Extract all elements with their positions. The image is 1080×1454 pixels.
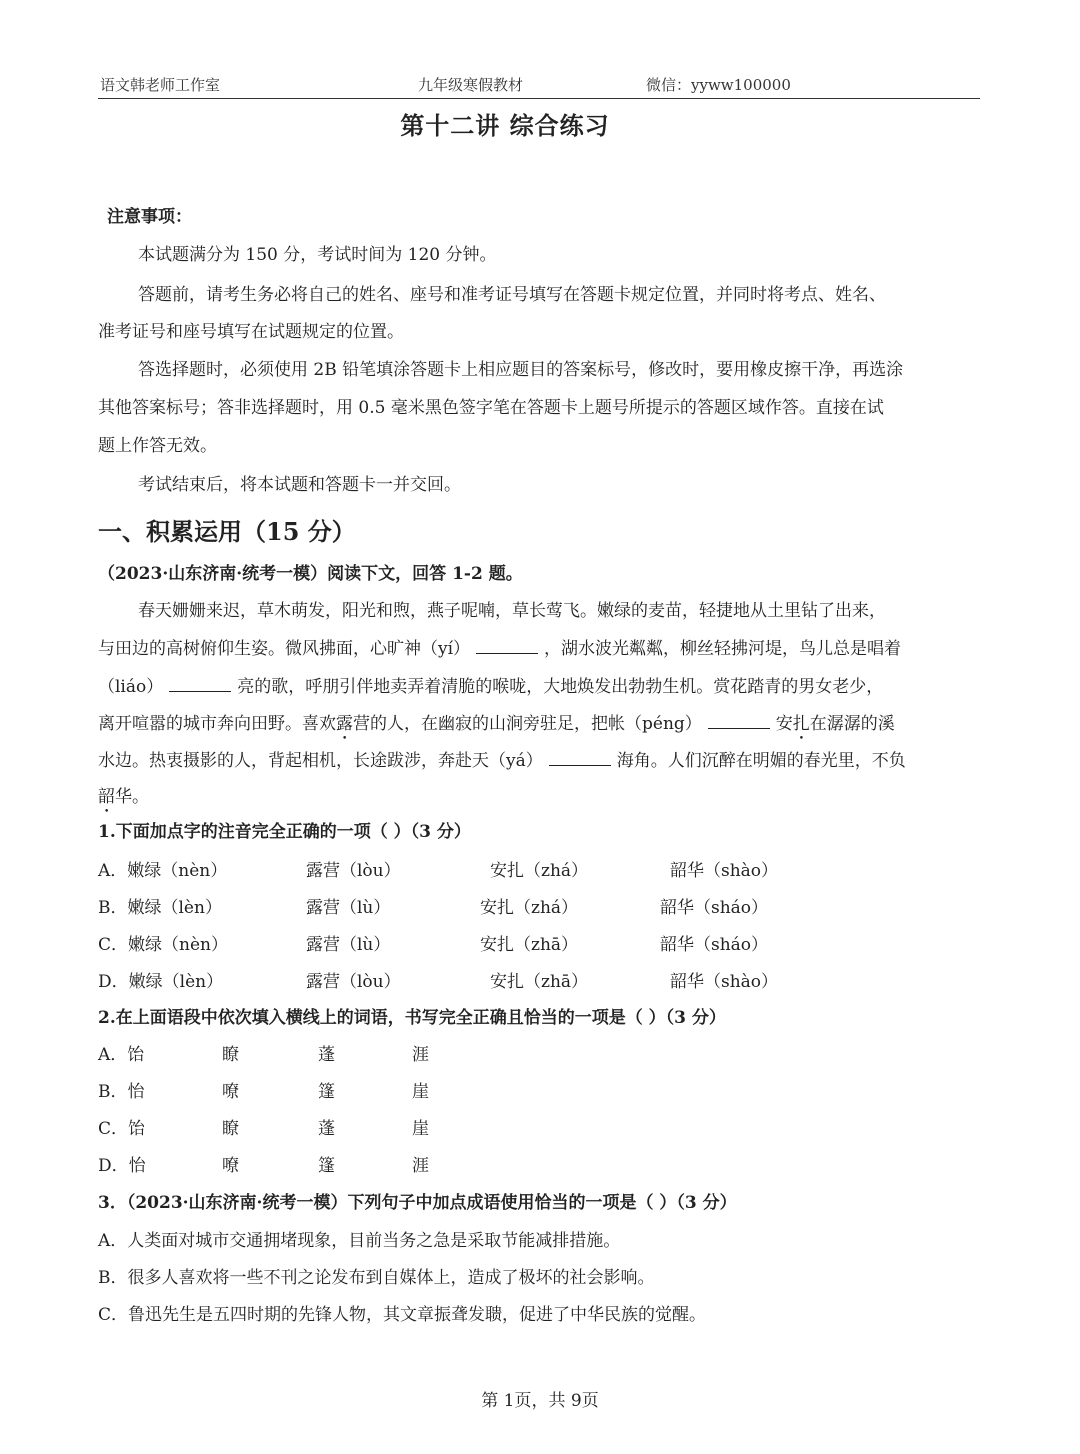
passage-text: 营的人，在幽寂的山涧旁驻足，把帐（péng）: [353, 714, 702, 734]
q1-option-a-1: A．嫩绿（nèn）: [98, 861, 228, 881]
q2-option-d-2: 嘹: [222, 1156, 239, 1176]
q2-option-c-1: C．饴: [98, 1119, 146, 1139]
question-1-stem: 1.下面加点字的注音完全正确的一项（ ）（3 分）: [98, 822, 471, 842]
question-2-stem: 2.在上面语段中依次填入横线上的词语，书写完全正确且恰当的一项是（ ）（3 分）: [98, 1008, 726, 1028]
passage-line: [98, 712, 895, 744]
q1-option-d-4: 韶华（shào）: [670, 972, 779, 992]
q3-option-a: A．人类面对城市交通拥堵现象，目前当务之急是采取节能减排措施。: [98, 1231, 621, 1251]
notice-line: 考试结束后，将本试题和答题卡一并交回。: [138, 475, 461, 495]
notice-line: 题上作答无效。: [98, 436, 217, 456]
passage-text: 华。: [115, 787, 149, 807]
q1-option-b-1: B．嫩绿（lèn）: [98, 898, 222, 918]
passage-text: 海角。人们沉醉在明媚的春光里，不负: [616, 751, 906, 771]
header-material: 九年级寒假教材: [418, 76, 524, 94]
q1-option-b-4: 韶华（sháo）: [660, 898, 769, 918]
notice-line: 准考证号和座号填写在试题规定的位置。: [98, 322, 404, 342]
page-header: [98, 72, 980, 99]
fill-blank: [169, 675, 231, 692]
q2-option-a-4: 涯: [412, 1045, 429, 1065]
q3-option-b: B．很多人喜欢将一些不刊之论发布到自媒体上，造成了极坏的社会影响。: [98, 1268, 655, 1288]
q1-option-c-4: 韶华（sháo）: [660, 935, 769, 955]
q1-option-c-2: 露营（lù）: [306, 935, 391, 955]
q1-option-c-3: 安扎（zhā）: [480, 935, 579, 955]
section-heading: 一、积累运用（15 分）: [98, 517, 356, 546]
q2-option-a-3: 蓬: [318, 1045, 335, 1065]
q2-option-d-4: 涯: [412, 1156, 429, 1176]
q1-option-b-3: 安扎（zhá）: [480, 898, 579, 918]
q2-option-c-3: 蓬: [318, 1119, 335, 1139]
passage-text: （liáo）: [98, 677, 164, 697]
passage-text: 离开喧嚣的城市奔向田野。喜欢: [98, 714, 336, 734]
q2-option-d-3: 篷: [318, 1156, 335, 1176]
q1-option-a-2: 露营（lòu）: [306, 861, 401, 881]
notice-line: 本试题满分为 150 分，考试时间为 120 分钟。: [138, 245, 497, 265]
page-footer: 第 1页，共 9页: [481, 1391, 599, 1411]
passage-line: [98, 749, 906, 772]
q2-option-b-2: 嘹: [222, 1082, 239, 1102]
dotted-char: 韶: [98, 787, 115, 807]
q1-option-d-3: 安扎（zhā）: [490, 972, 589, 992]
fill-blank: [549, 749, 611, 766]
passage-text: ，湖水波光粼粼，柳丝轻拂河堤，鸟儿总是唱着: [544, 639, 902, 659]
q1-option-b-2: 露营（lù）: [306, 898, 391, 918]
q1-option-a-3: 安扎（zhá）: [490, 861, 589, 881]
fill-blank: [476, 637, 538, 654]
header-studio: 语文韩老师工作室: [100, 76, 221, 94]
question-3-stem: 3．（2023·山东济南·统考一模）下列句子中加点成语使用恰当的一项是（ ）（3 分）: [98, 1193, 737, 1213]
q2-option-a-2: 瞭: [222, 1045, 239, 1065]
passage-line: [98, 637, 901, 660]
passage-line: 春天姗姗来迟，草木萌发，阳光和煦，燕子呢喃，草长莺飞。嫩绿的麦苗，轻捷地从土里钻了出来，: [138, 601, 886, 621]
q2-option-d-1: D．怡: [98, 1156, 146, 1176]
passage-text: 水边。热衷摄影的人，背起相机，长途跋涉，奔赴天（yá）: [98, 751, 543, 771]
q3-option-c: C．鲁迅先生是五四时期的先锋人物，其文章振聋发聩，促进了中华民族的觉醒。: [98, 1305, 707, 1325]
passage-source: （2023·山东济南·统考一模）阅读下文，回答 1-2 题。: [98, 564, 523, 584]
passage-line: [98, 675, 883, 698]
header-wechat: 微信：yyww100000: [646, 76, 791, 94]
notice-heading: 注意事项：: [107, 207, 192, 227]
q2-option-a-1: A．饴: [98, 1045, 145, 1065]
notice-line: 其他答案标号；答非选择题时，用 0.5 毫米黑色签字笔在答题卡上题号所提示的答题区域作答。直接在试: [98, 398, 884, 418]
passage-text: 在潺潺的溪: [809, 714, 895, 734]
q1-option-d-2: 露营（lòu）: [306, 972, 401, 992]
page-title: 第十二讲 综合练习: [400, 111, 610, 140]
passage-line: [98, 786, 149, 817]
q1-option-c-1: C．嫩绿（nèn）: [98, 935, 228, 955]
notice-line: 答题前，请考生务必将自己的姓名、座号和准考证号填写在答题卡规定位置，并同时将考点、姓名、: [138, 285, 886, 305]
q2-option-b-1: B．怡: [98, 1082, 145, 1102]
q1-option-a-4: 韶华（shào）: [670, 861, 779, 881]
q2-option-c-4: 崖: [412, 1119, 429, 1139]
q1-option-d-1: D．嫩绿（lèn）: [98, 972, 224, 992]
q2-option-c-2: 瞭: [222, 1119, 239, 1139]
passage-text: 与田边的高树俯仰生姿。微风拂面，心旷神（yí）: [98, 639, 471, 659]
dotted-char: 扎: [792, 714, 810, 734]
q2-option-b-3: 篷: [318, 1082, 335, 1102]
passage-text: 亮的歌，呼朋引伴地卖弄着清脆的喉咙，大地焕发出勃勃生机。赏花踏青的男女老少，: [237, 677, 884, 697]
dotted-char: 露: [336, 714, 353, 734]
fill-blank: [708, 712, 770, 729]
notice-line: 答选择题时，必须使用 2B 铅笔填涂答题卡上相应题目的答案标号，修改时，要用橡皮擦干净，再选涂: [138, 360, 904, 380]
passage-text: 安: [775, 714, 793, 734]
q2-option-b-4: 崖: [412, 1082, 429, 1102]
